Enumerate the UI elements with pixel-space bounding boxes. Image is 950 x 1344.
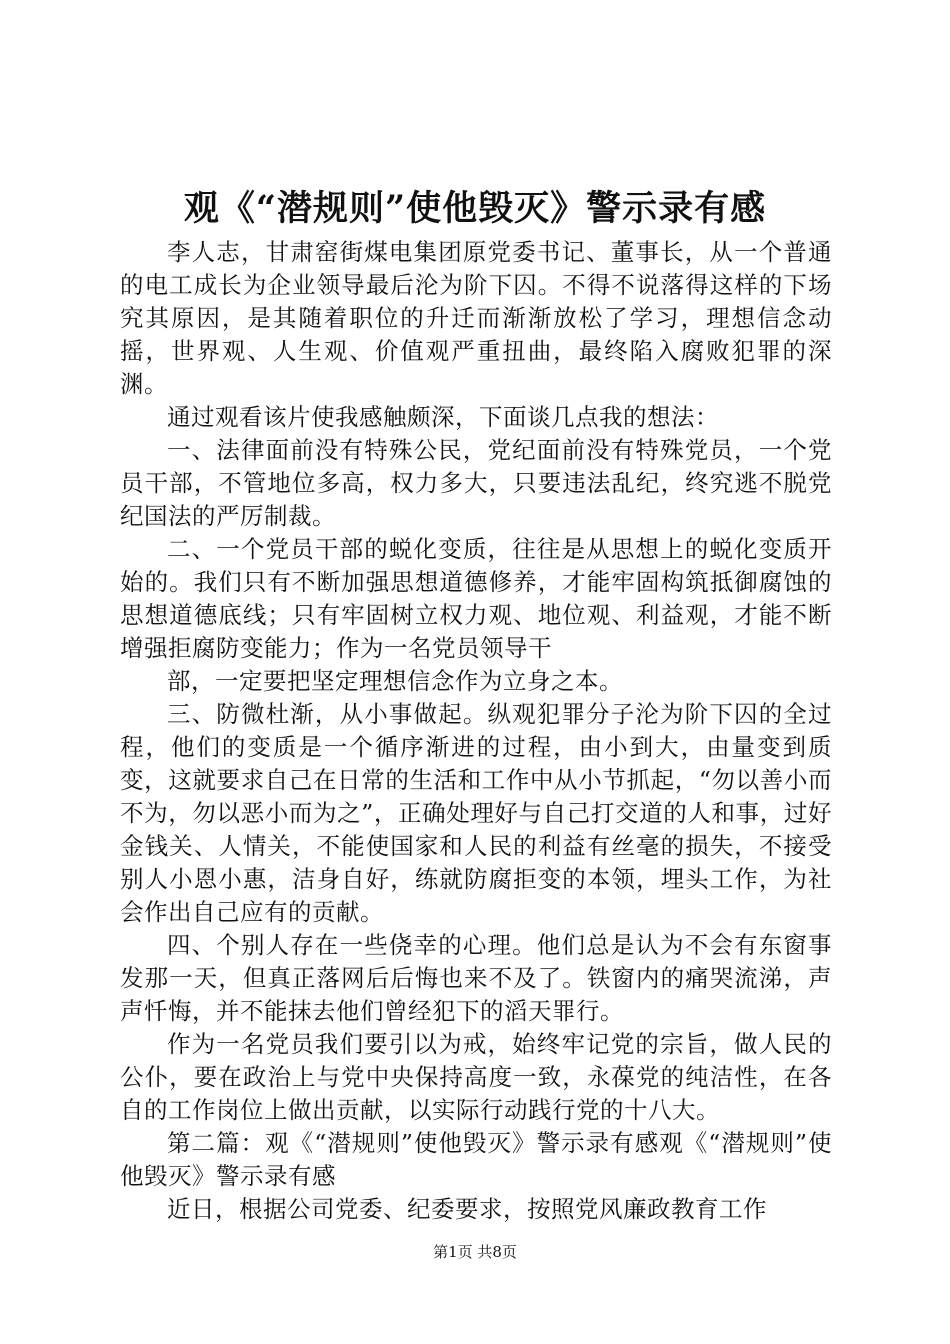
paragraph-intro: 李人志，甘肃窑街煤电集团原党委书记、董事长，从一个普通的电工成长为企业领导最后沦为阶下囚。不得不说落得这样的下场究其原因，是其随着职位的升迁而渐渐放松了学习，理想信念动摇，世界观、人生观、价值观严重扭曲，最终陷入腐败犯罪的深渊。 — [120, 238, 832, 398]
page-number-footer: 第1页 共8页 — [433, 1243, 517, 1261]
paragraph-point-1: 一、法律面前没有特殊公民，党纪面前没有特殊党员，一个党员干部，不管地位多高，权力多大，只要违法乱纪，终究逃不脱党纪国法的严厉制裁。 — [120, 436, 832, 530]
document-title: 观《“潜规则”使他毁灭》警示录有感 — [183, 188, 767, 229]
paragraph-point-2-continued: 部，一定要把坚定理想信念作为立身之本。 — [167, 667, 623, 695]
paragraph-second-article-start: 近日，根据公司党委、纪委要求，按照党风廉政教育工作 — [167, 1195, 767, 1223]
paragraph-point-2: 二、一个党员干部的蜕化变质，往往是从思想上的蜕化变质开始的。我们只有不断加强思想道德修养，才能牢固构筑抵御腐蚀的思想道德底线；只有牢固树立权力观、地位观、利益观，才能不断增强拒腐防变能力；作为一名党员领导干 — [120, 535, 832, 662]
paragraph-conclusion: 作为一名党员我们要引以为戒，始终牢记党的宗旨，做人民的公仆，要在政治上与党中央保持高度一致，永葆党的纯洁性，在各自的工作岗位上做出贡献，以实际行动践行党的十八大。 — [120, 1030, 832, 1124]
paragraph-second-article-heading: 第二篇：观《“潜规则”使他毁灭》警示录有感观《“潜规则”使他毁灭》警示录有感 — [120, 1129, 832, 1190]
paragraph-point-3: 三、防微杜渐，从小事做起。纵观犯罪分子沦为阶下囚的全过程，他们的变质是一个循序渐进的过程，由小到大，由量变到质变，这就要求自己在日常的生活和工作中从小节抓起，“勿以善小而不为，勿以恶小而为之”，正确处理好与自己打交道的人和事，过好金钱关、人情关，不能使国家和人民的利益有丝毫的损失，不接受别人小恩小惠，洁身自好，练就防腐拒变的本领，埋头工作，为社会作出自己应有的贡献。 — [120, 700, 832, 926]
document-body — [120, 236, 832, 1226]
paragraph-point-4: 四、个别人存在一些侥幸的心理。他们总是认为不会有东窗事发那一天，但真正落网后后悔也来不及了。铁窗内的痛哭流涕，声声忏悔，并不能抹去他们曾经犯下的滔天罪行。 — [120, 931, 832, 1025]
paragraph-lead: 通过观看该片使我感触颇深，下面谈几点我的想法： — [167, 403, 719, 431]
